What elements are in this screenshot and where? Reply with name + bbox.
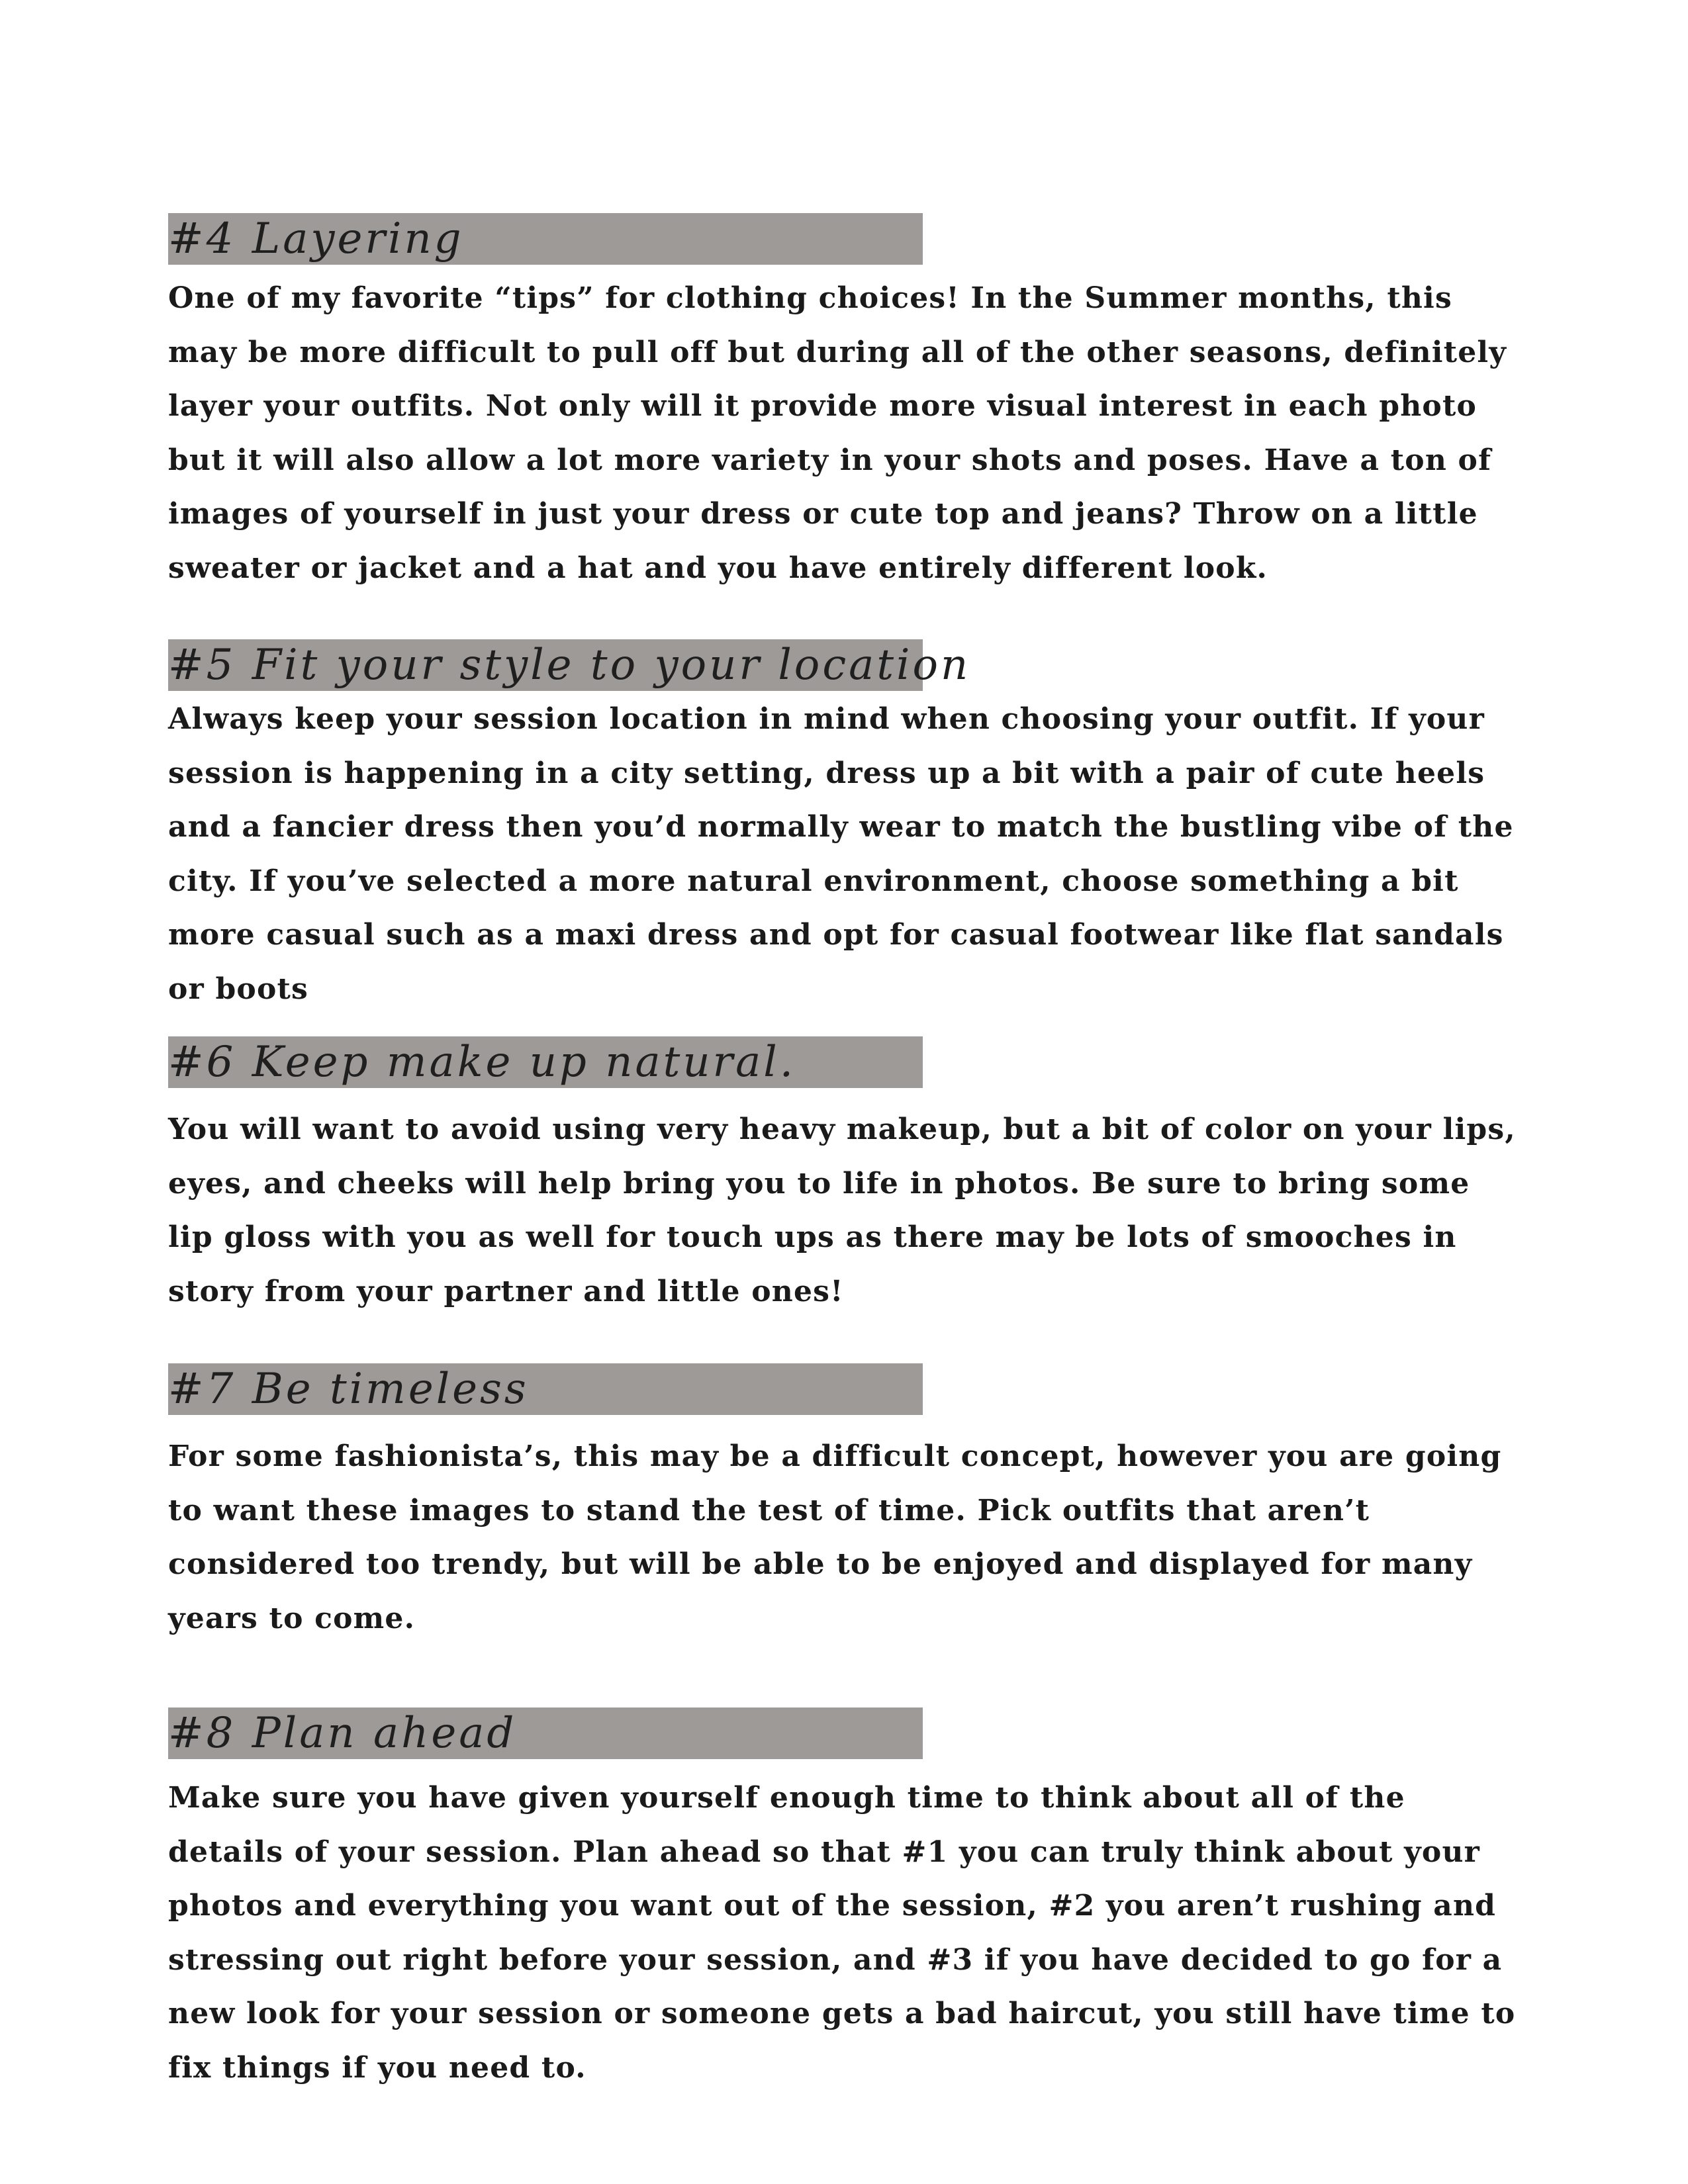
section-body: Always keep your session location in mind when choosing your outfit. If your session is happening in a city setting, dress up a bit with a pair of cute heels and a fancier dress then you’d normally wear to match the bustling vibe of the city. If you’ve selected a more natural environment, choose something a bit more casual such as a maxi dress and opt for casual footwear like flat sandals or boots — [168, 702, 1514, 1006]
section-heading: #5 Fit your style to your location — [168, 641, 971, 690]
section-heading: #7 Be timeless — [168, 1365, 529, 1414]
section-heading: #6 Keep make up natural. — [168, 1038, 796, 1087]
section-heading: #4 Layering — [168, 214, 464, 263]
section-heading: #8 Plan ahead — [168, 1709, 517, 1758]
section-body: One of my favorite “tips” for clothing choices! In the Summer months, this may be more difficult to pull off but during all of the other seasons, definitely layer your outfits. Not only will it provide more visual interest in each photo but it will also allow a lot more variety in your shots and poses. Have a ton of images of yourself in just your dress or cute top and jeans? Throw on a little sweater or jacket and a hat and you have entirely different look. — [168, 281, 1507, 585]
section-body: For some fashionista’s, this may be a difficult concept, however you are going to want these images to stand the test of time. Pick outfits that aren’t considered too trendy, but will be able to be enjoyed and displayed for many years to come. — [168, 1439, 1502, 1635]
section-body: You will want to avoid using very heavy makeup, but a bit of color on your lips, eyes, and cheeks will help bring you to life in photos. Be sure to bring some lip gloss with you as well for touch ups as there may be lots of smooches in story from your partner and little ones! — [168, 1113, 1516, 1308]
section-body: Make sure you have given yourself enough time to think about all of the details of your session. Plan ahead so that #1 you can truly think about your photos and everything you want out of the session, #2 you aren’t rushing and stressing out right before your session, and #3 if you have decided to go for a new look for your session or someone gets a bad haircut, you still have time to fix things if you need to. — [168, 1781, 1516, 2085]
